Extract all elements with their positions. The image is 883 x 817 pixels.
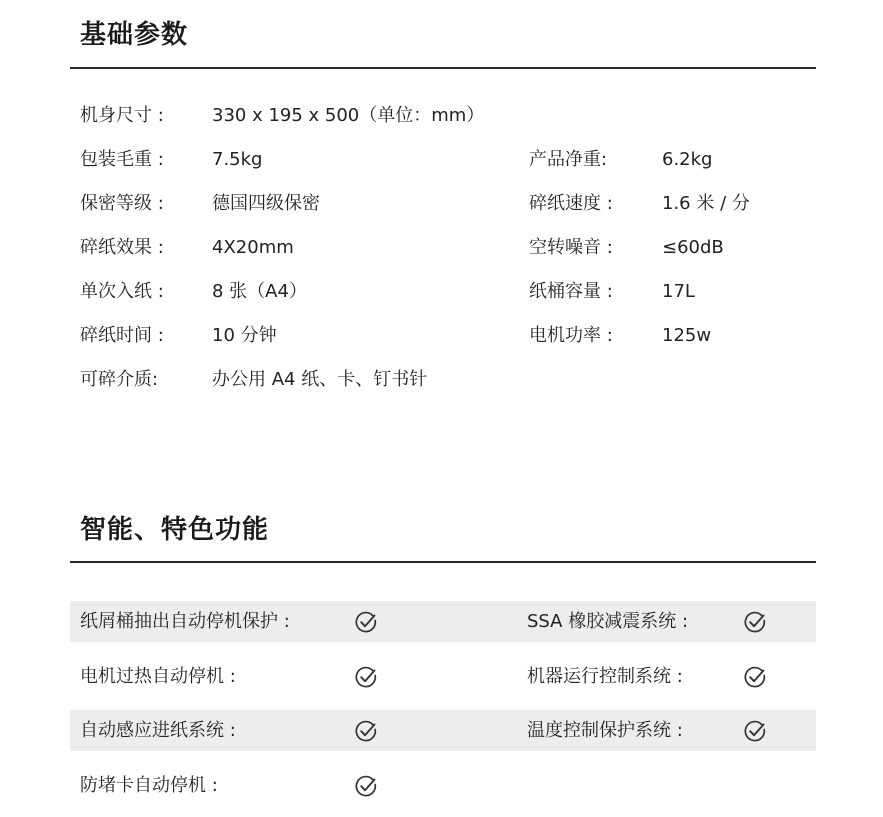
spec-value: 6.2kg (662, 149, 713, 170)
spec-value: 办公用 A4 纸、卡、钉书针 (212, 369, 428, 390)
spec-label: 保密等级 : (80, 193, 164, 214)
spec-value: 1.6 米 / 分 (662, 193, 750, 214)
spec-label: 可碎介质: (80, 369, 159, 390)
features-divider (70, 561, 816, 563)
spec-value: 8 张（A4） (212, 281, 307, 302)
feature-label: SSA 橡胶减震系统 : (527, 611, 689, 632)
spec-label: 空转噪音 : (529, 237, 613, 258)
check-circle-icon (742, 664, 768, 690)
spec-label: 纸桶容量 : (529, 281, 613, 302)
check-circle-icon (353, 664, 379, 690)
check-circle-icon (353, 718, 379, 744)
spec-label: 机身尺寸 : (80, 105, 164, 126)
spec-label: 碎纸时间 : (80, 325, 164, 346)
check-circle-icon (353, 773, 379, 799)
features-title: 智能、特色功能 (80, 515, 270, 545)
feature-label: 温度控制保护系统 : (527, 720, 683, 741)
spec-value: 德国四级保密 (212, 193, 320, 214)
check-circle-icon (742, 609, 768, 635)
feature-row (70, 765, 816, 806)
basic-params-title: 基础参数 (80, 20, 189, 50)
check-circle-icon (353, 609, 379, 635)
feature-label: 机器运行控制系统 : (527, 666, 683, 687)
feature-row (70, 601, 816, 642)
spec-label: 电机功率 : (529, 325, 613, 346)
feature-label: 纸屑桶抽出自动停机保护 : (80, 611, 290, 632)
spec-label: 包装毛重 : (80, 149, 164, 170)
feature-row (70, 710, 816, 751)
spec-label: 产品净重: (529, 149, 608, 170)
spec-value: 4X20mm (212, 237, 294, 258)
spec-label: 碎纸速度 : (529, 193, 613, 214)
spec-value: 10 分钟 (212, 325, 277, 346)
feature-row (70, 656, 816, 697)
feature-label: 防堵卡自动停机 : (80, 775, 218, 796)
spec-label: 单次入纸 : (80, 281, 164, 302)
basic-params-divider (70, 67, 816, 69)
check-circle-icon (742, 718, 768, 744)
spec-value: 330 x 195 x 500（单位：mm） (212, 105, 485, 126)
spec-value: 125w (662, 325, 712, 346)
feature-label: 自动感应进纸系统 : (80, 720, 236, 741)
spec-value: 7.5kg (212, 149, 263, 170)
feature-label: 电机过热自动停机 : (80, 666, 236, 687)
spec-value: 17L (662, 281, 695, 302)
spec-label: 碎纸效果 : (80, 237, 164, 258)
spec-value: ≤60dB (662, 237, 724, 258)
